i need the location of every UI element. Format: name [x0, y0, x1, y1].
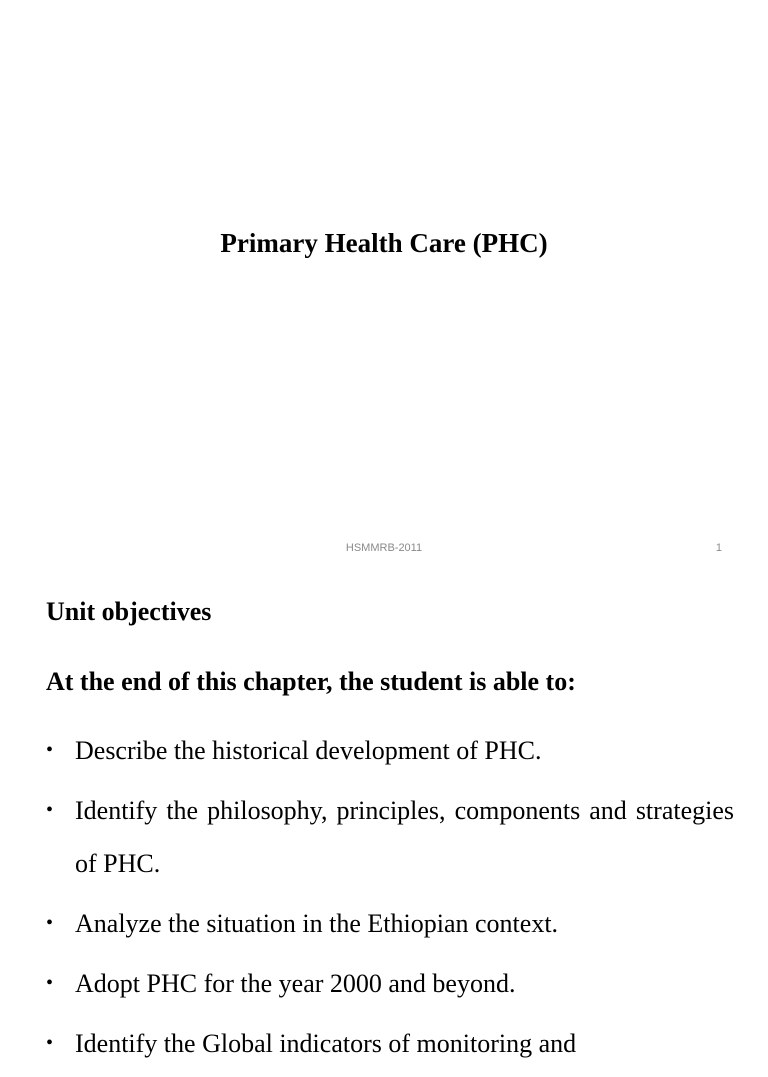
objective-item: [46, 724, 734, 777]
slide-2: [0, 576, 768, 1058]
objective-text: Identify the philosophy, principles, components and strategies of PHC.: [75, 796, 734, 878]
objective-text: Describe the historical development of PHC.: [75, 736, 542, 765]
intro-line: At the end of this chapter, the student is able to:: [46, 667, 576, 696]
unit-heading: Unit objectives: [46, 597, 212, 626]
bullet-icon: •: [46, 799, 54, 821]
objective-item: [46, 784, 734, 890]
bullet-icon: •: [46, 739, 54, 761]
slide-footer: HSMMRB-2011: [345, 542, 423, 554]
objective-text: Identify the Global indicators of monitoring and: [75, 1029, 577, 1058]
objective-text: Analyze the situation in the Ethiopian context.: [75, 909, 559, 938]
objectives-list: [46, 724, 734, 1077]
bullet-icon: •: [46, 972, 54, 994]
objective-text: Adopt PHC for the year 2000 and beyond.: [75, 969, 516, 998]
objective-item: [46, 957, 734, 1010]
slide-number: 1: [715, 542, 722, 554]
objective-item: [46, 1017, 734, 1070]
bullet-icon: •: [46, 912, 54, 934]
slide-title: Primary Health Care (PHC): [220, 228, 548, 258]
bullet-icon: •: [46, 1032, 54, 1054]
objective-item: [46, 897, 734, 950]
